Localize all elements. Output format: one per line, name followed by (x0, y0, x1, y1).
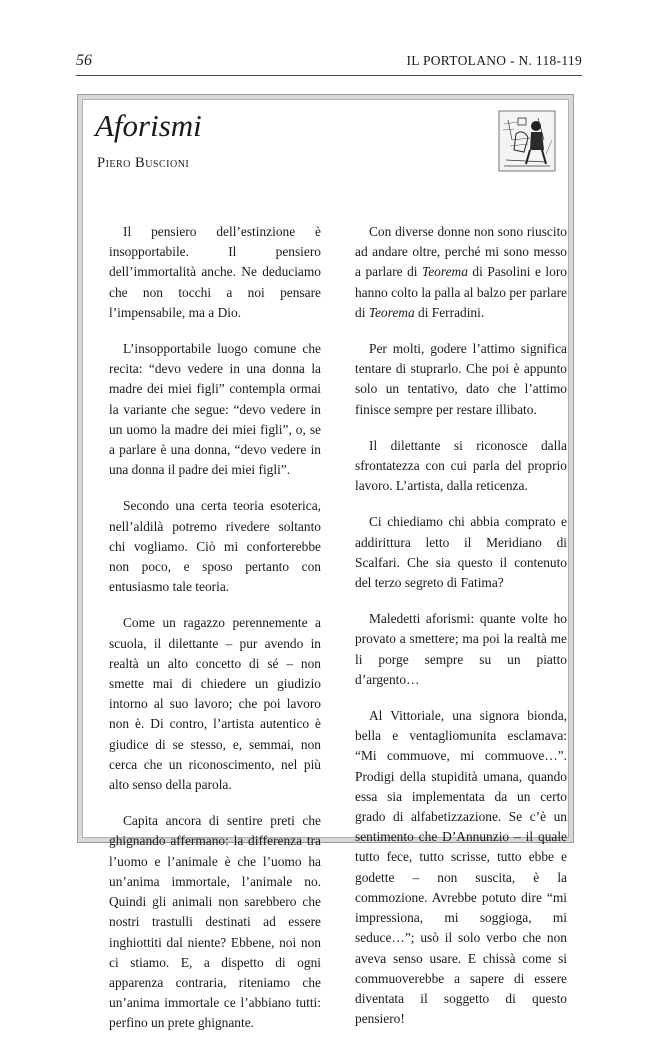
article-frame (77, 94, 574, 1031)
article-panel (82, 99, 569, 1031)
aphorism-paragraph: Come un ragazzo perennemente a scuola, il dilettante – pur avendo in realtà un alto concetto di sé – non smette mai di chiedere un giudizio intorno al suo lavoro; che poi lavoro non è. Di contro, l’artista autentico è giudice di se stesso, e, semmai, non cerca che un riconoscimento, nel più alto senso della parola. (109, 615, 321, 793)
text-run: di Pasolini e loro hanno colto la palla al balzo per parlare di (355, 264, 567, 320)
article-author: Piero Buscioni (97, 155, 190, 171)
text-run: di Ferradini. (414, 304, 485, 320)
aphorism-paragraph: Il pensiero dell’estinzione è insopportabile. Il pensiero dell’immortalità anche. Ne deduciamo che non tocchi a noi pensare l’impensabile, ma a Dio. (109, 224, 321, 320)
sketch-drawing-illustration-icon (498, 110, 556, 172)
header-rule (76, 75, 582, 76)
book-title: Teorema (422, 264, 468, 280)
aphorism-paragraph: Maledetti aforismi: quante volte ho provato a smettere; ma poi la realtà me li porge sempre su un piatto d’argento… (355, 611, 567, 687)
article-body (109, 222, 567, 1050)
running-head (76, 52, 582, 70)
aphorism-paragraph: Capita ancora di sentire preti che ghignando affermano: la differenza tra l’uomo e l’animale è che l’uomo ha un’anima immortale, l’animale no. Quindi gli animali non sarebbero che nostri trastulli destinati ad essere inghiottiti dal niente? Ebbene, noi non ci stiamo. E, a dispetto di ogni apparenza contraria, riteniamo che un’anima immortale ce l’abbiano tutti: perfino un prete ghignante. (109, 813, 321, 1031)
journal-title: IL PORTOLANO - N. 118-119 (406, 53, 582, 68)
aphorism-paragraph: Per molti, godere l’attimo significa tentare di stuprarlo. Che poi è appunto solo un tentativo, dato che l’attimo finisce sempre per restare illibato. (355, 341, 567, 417)
right-column (355, 222, 567, 1050)
aphorism-paragraph: Secondo una certa teoria esoterica, nell’aldilà potremo rivedere soltanto chi vogliamo. Ciò mi conforterebbe non poco, e sposo pertanto con entusiasmo tale teoria. (109, 498, 321, 595)
book-title: Teorema (368, 304, 415, 320)
aphorism-paragraph (355, 222, 567, 323)
aphorism-paragraph: Al Vittoriale, una signora bionda, bella e ventagliomunita esclamava: “Mi commuove, mi commuove…”. Prodigi della stupidità umana, quando essa sia implementata da un certo grado di alfabetizzazione. Se c’è un sentimento che D’Annunzio – il quale tutto fece, tutto scrisse, tutto ebbe e godette – non suscita, è la commozione. Avrebbe potuto dire “mi impressiona, mi soggioga, mi seduce…”; usò il solo verbo che non aveva senso usare. E chissà come si commuoverebbe a sapere di essere diventata il soggetto di questo pensiero! (355, 708, 567, 1027)
aphorism-paragraph: L’insopportabile luogo comune che recita: “devo vedere in una donna la madre dei miei figli” contempla ormai la variante che segue: “devo vedere in un uomo la madre dei miei figli”, o, se a parlare è una donna, “devo vedere in una donna il padre dei miei figli”. (109, 341, 321, 478)
aphorism-paragraph: Ci chiediamo chi abbia comprato e addirittura letto il Meridiano di Scalfari. Che sia questo il contenuto del terzo segreto di Fatima? (355, 514, 567, 591)
text-run: Con diverse donne non sono riuscito ad andare oltre, perché mi sono messo a parlare di (355, 224, 567, 280)
aphorism-paragraph: Il dilettante si riconosce dalla sfrontatezza con cui parla del proprio lavoro. L’artista, dalla reticenza. (355, 437, 567, 494)
page-number: 56 (76, 52, 92, 69)
article-title: Aforismi (95, 108, 202, 143)
left-column (109, 222, 321, 1050)
